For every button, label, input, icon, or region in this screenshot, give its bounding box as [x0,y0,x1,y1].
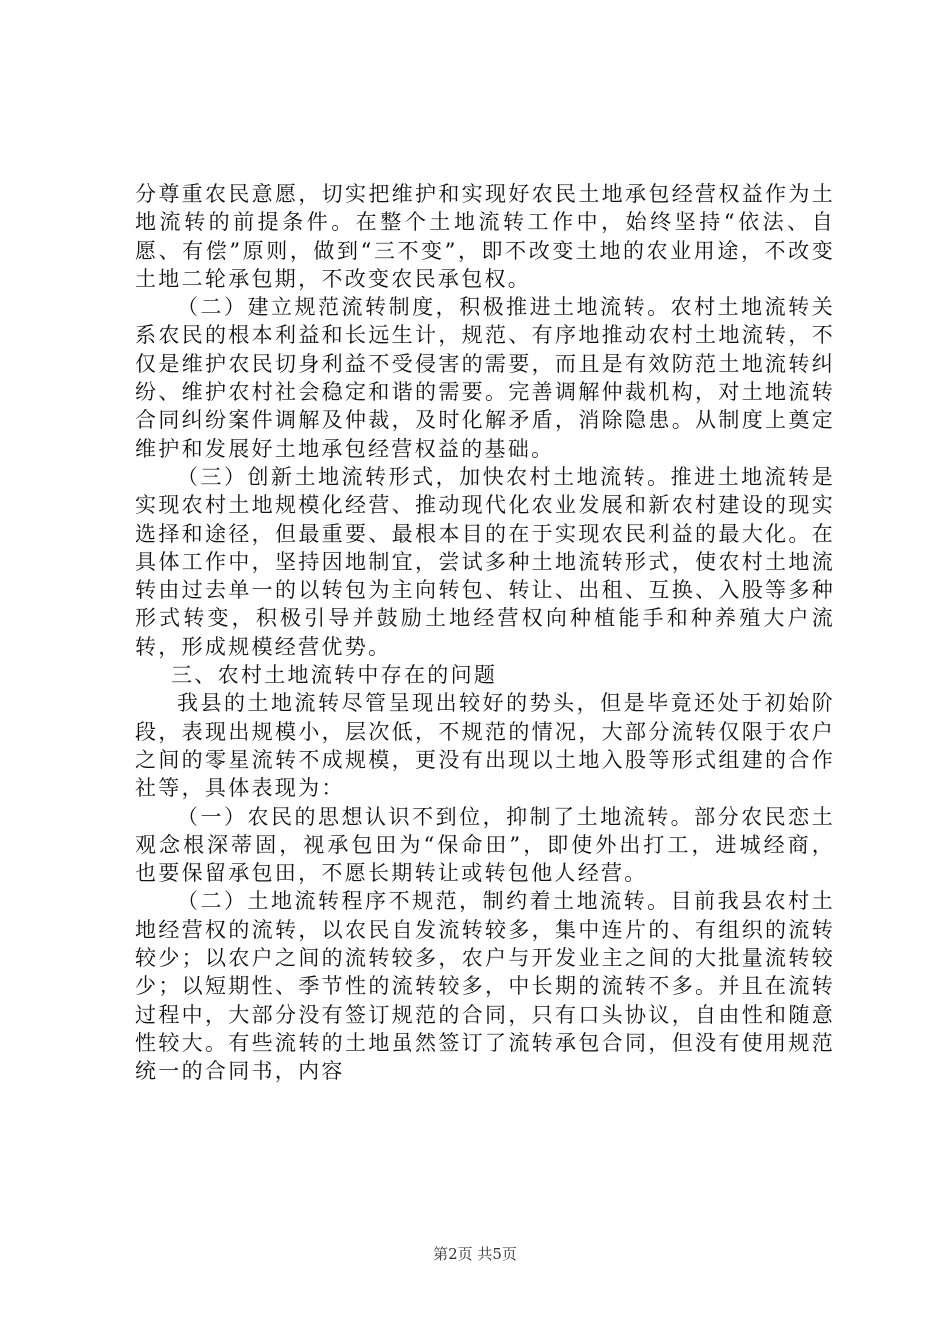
paragraph-problem-1: （一）农民的思想认识不到位，抑制了土地流转。部分农民恋土观念根深蒂固，视承包田为“保命田”，即使外出打工，进城经商，也要保留承包田，不愿长期转让或转包他人经营。 [135,804,835,886]
heading-problems: 三、农村土地流转中存在的问题 [171,663,498,688]
page-number-label: 第2页 共5页 [433,1245,517,1263]
paragraph-section-2: （二）建立规范流转制度，积极推进土地流转。农村土地流转关系农民的根本利益和长远生计，规范、有序地推动农村土地流转，不仅是维护农民切身利益不受侵害的需要，而且是有效防范土地流转纠纷、维护农村社会稳定和谐的需要。完善调解仲裁机构，对土地流转合同纠纷案件调解及仲裁，及时化解矛盾，消除隐患。从制度上奠定维护和发展好土地承包经营权益的基础。 [135,295,835,461]
paragraph-continuation: 分尊重农民意愿，切实把维护和实现好农民土地承包经营权益作为土地流转的前提条件。在整个土地流转工作中，始终坚持“依法、自愿、有偿”原则，做到“三不变”，即不改变土地的农业用途，不改变土地二轮承包期，不改变农民承包权。 [135,182,835,291]
paragraph-problem-2: （二）土地流转程序不规范，制约着土地流转。目前我县农村土地经营权的流转，以农民自发流转较多，集中连片的、有组织的流转较少；以农户之间的流转较多，农户与开发业主之间的大批量流转较少；以短期性、季节性的流转较多，中长期的流转不多。并且在流转过程中，大部分没有签订规范的合同，只有口头协议，自由性和随意性较大。有些流转的土地虽然签订了流转承包合同，但没有使用规范统一的合同书，内容 [135,889,835,1084]
paragraph-problems-intro: 我县的土地流转尽管呈现出较好的势头，但是毕竟还处于初始阶段，表现出规模小，层次低，不规范的情况，大部分流转仅限于农户之间的零星流转不成规模，更没有出现以土地入股等形式组建的合作社等，具体表现为： [135,691,835,801]
paragraph-section-3: （三）创新土地流转形式，加快农村土地流转。推进土地流转是实现农村土地规模化经营、推动现代化农业发展和新农村建设的现实选择和途径，但最重要、最根本目的在于实现农民利益的最大化。在具体工作中，坚持因地制宜，尝试多种土地流转形式，使农村土地流转由过去单一的以转包为主向转包、转让、出租、互换、入股等多种形式转变，积极引导并鼓励土地经营权向种植能手和种养殖大户流转，形成规模经营优势。 [135,464,835,659]
body-text [135,180,835,1086]
page-footer [0,1243,950,1264]
